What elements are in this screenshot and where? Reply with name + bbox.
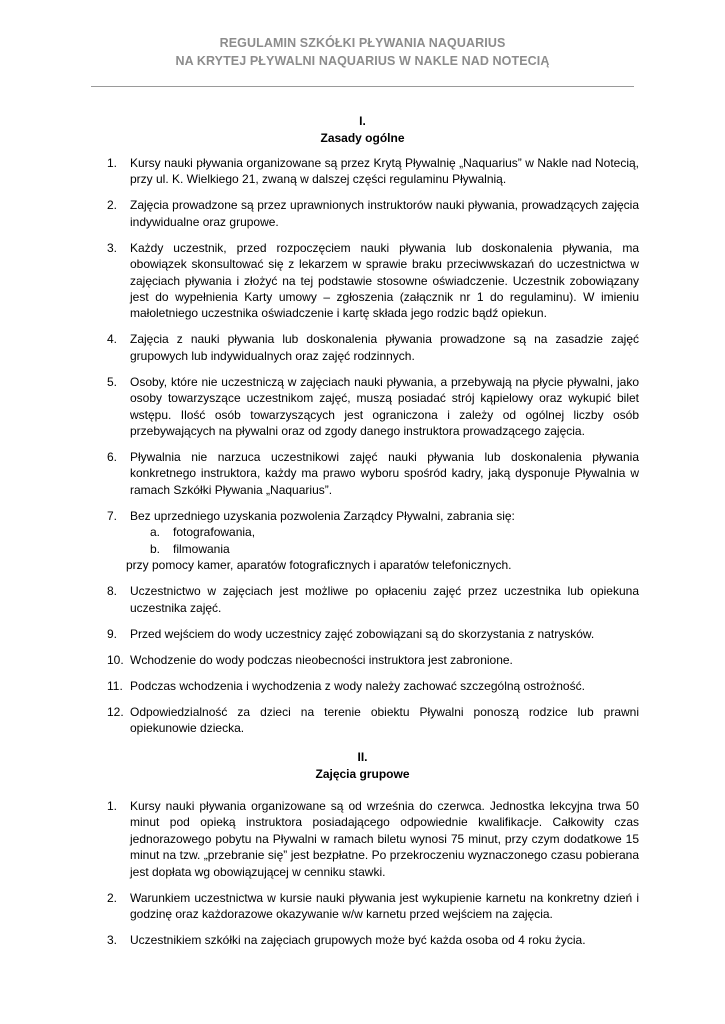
item-text: Uczestnikiem szkółki na zajęciach grupowych może być każda osoba od 4 roku życia. — [130, 933, 586, 948]
list-item — [90, 798, 639, 880]
item-text: Zajęcia prowadzone są przez uprawnionych instruktorów nauki pływania, prowadzących zajęcia indywidualne oraz grupowe. — [130, 198, 639, 229]
sub-item-letter: a. — [150, 525, 161, 540]
item-text: Warunkiem uczestnictwa w kursie nauki pływania jest wykupienie karnetu na konkretny dzień i godzinę oraz każdorazowe okazywanie w/w karnetu przed wejściem na zajęcia. — [130, 890, 639, 922]
sub-list — [130, 524, 639, 557]
section-2-list — [90, 798, 639, 958]
list-item — [90, 197, 639, 230]
item-text: Bez uprzedniego uzyskania pozwolenia Zarządcy Pływalni, zabrania się: — [130, 508, 515, 523]
section-2-title: Zajęcia grupowe — [315, 767, 410, 781]
item-text: Uczestnictwo w zajęciach jest możliwe po opłaceniu zajęć przez uczestnika lub opiekuna uczestnika zajęć. — [130, 584, 639, 615]
item-number: 12. — [107, 704, 124, 719]
header-line-2: NA KRYTEJ PŁYWALNI NAQUARIUS W NAKLE NAD NOTECIĄ — [175, 54, 550, 68]
list-item — [90, 704, 639, 737]
sub-item-text: filmowania — [173, 541, 230, 556]
item-number: 1. — [107, 799, 118, 813]
list-item — [90, 932, 639, 948]
section-1-title: Zasady ogólne — [320, 131, 405, 145]
item-text: Odpowiedzialność za dzieci na terenie obiektu Pływalni ponoszą rodzice lub prawni opiekunowie dziecka. — [130, 704, 639, 735]
item-number: 4. — [107, 332, 118, 347]
sub-item-text: fotografowania, — [173, 525, 256, 540]
section-1-numeral: I. — [359, 114, 366, 128]
sub-list-item — [130, 524, 639, 540]
item-number: 8. — [107, 584, 118, 599]
header-line-1: REGULAMIN SZKÓŁKI PŁYWANIA NAQUARIUS — [219, 36, 506, 50]
document-header — [90, 34, 635, 70]
item-number: 3. — [107, 240, 118, 255]
item-number: 11. — [107, 678, 123, 693]
item-text: Podczas wchodzenia i wychodzenia z wody należy zachować szczególną ostrożność. — [130, 678, 585, 693]
section-1-heading — [90, 113, 635, 147]
list-item — [90, 678, 639, 694]
item-text: Zajęcia z nauki pływania lub doskonalenia pływania prowadzone są na zasadzie zajęć grupowych lub indywidualnych oraz zajęć rodzinnych. — [130, 332, 639, 363]
list-item — [90, 331, 639, 364]
header-divider — [91, 86, 634, 87]
list-item — [90, 449, 639, 498]
item-text: Przed wejściem do wody uczestnicy zajęć zobowiązani są do skorzystania z natrysków. — [130, 626, 595, 641]
item-number: 9. — [107, 626, 118, 641]
item-text: Wchodzenie do wody podczas nieobecności instruktora jest zabronione. — [130, 652, 513, 667]
item-7-continuation: przy pomocy kamer, aparatów fotograficznych i aparatów telefonicznych. — [126, 558, 512, 573]
list-item — [90, 626, 639, 642]
item-number: 2. — [107, 890, 118, 905]
item-text: Kursy nauki pływania organizowane są od września do czerwca. Jednostka lekcyjna trwa 50 minut pod opieką instruktora posiadającego odpowiednie kwalifikacje. Całkowity czas jednorazowego pobytu na Pływalni w ramach biletu wynosi 75 minut, przy czym dodatkowe 15 minut na tzw. „przebranie się” jest bezpłatne. Po przekroczeniu wyznaczonego czasu pobierana jest dopłata wg obowiązującej w cenniku stawki. — [130, 799, 639, 879]
list-item — [90, 374, 639, 440]
item-number: 10. — [107, 652, 124, 667]
sub-item-letter: b. — [150, 541, 161, 556]
item-text: Każdy uczestnik, przed rozpoczęciem nauki pływania lub doskonalenia pływania, ma obowiązek skonsultować się z lekarzem w sprawie braku przeciwwskazań do uczestnictwa w zajęciach pływania i złożyć na tej podstawie stosowne oświadczenie. Uczestnik zobowiązany jest do wypełnienia Karty umowy – zgłoszenia (załącznik nr 1 do regulaminu). W imieniu małoletniego uczestnika oświadczenie i kartę składa jego rodzic bądź opiekun. — [130, 240, 639, 321]
list-item — [90, 890, 639, 923]
item-number: 1. — [107, 156, 118, 170]
list-item — [90, 155, 639, 188]
section-2-numeral: II. — [357, 750, 368, 764]
item-text: Pływalnia nie narzuca uczestnikowi zajęć nauki pływania lub doskonalenia pływania konkretnego instruktora, każdy ma prawo wyboru spośród kadry, jaką dysponuje Pływalnia w ramach Szkółki Pływania „Naquarius”. — [130, 450, 639, 497]
item-text: Kursy nauki pływania organizowane są przez Krytą Pływalnię „Naquarius” w Nakle nad Notecią, przy ul. K. Wielkiego 21, zwaną w dalszej części regulaminu Pływalnią. — [130, 156, 639, 187]
list-item — [90, 508, 639, 574]
item-number: 7. — [107, 508, 118, 523]
item-number: 5. — [107, 374, 118, 389]
section-1-list — [90, 155, 639, 746]
item-number: 3. — [107, 933, 118, 948]
item-number: 6. — [107, 450, 118, 465]
sub-list-item — [130, 541, 639, 557]
list-item — [90, 240, 639, 322]
list-item — [90, 652, 639, 668]
item-text: Osoby, które nie uczestniczą w zajęciach nauki pływania, a przebywają na płycie pływalni, jako osoby towarzyszące uczestnikom zajęć, muszą posiadać strój kąpielowy oraz wykupić bilet wstępu. Ilość osób towarzyszących jest ograniczona i zależy od ogólnej liczby osób przebywających na pływalni oraz od zgody danego instruktora prowadzącego zajęcia. — [130, 374, 639, 439]
list-item — [90, 583, 639, 616]
section-2-heading — [90, 749, 635, 783]
item-number: 2. — [107, 198, 118, 213]
